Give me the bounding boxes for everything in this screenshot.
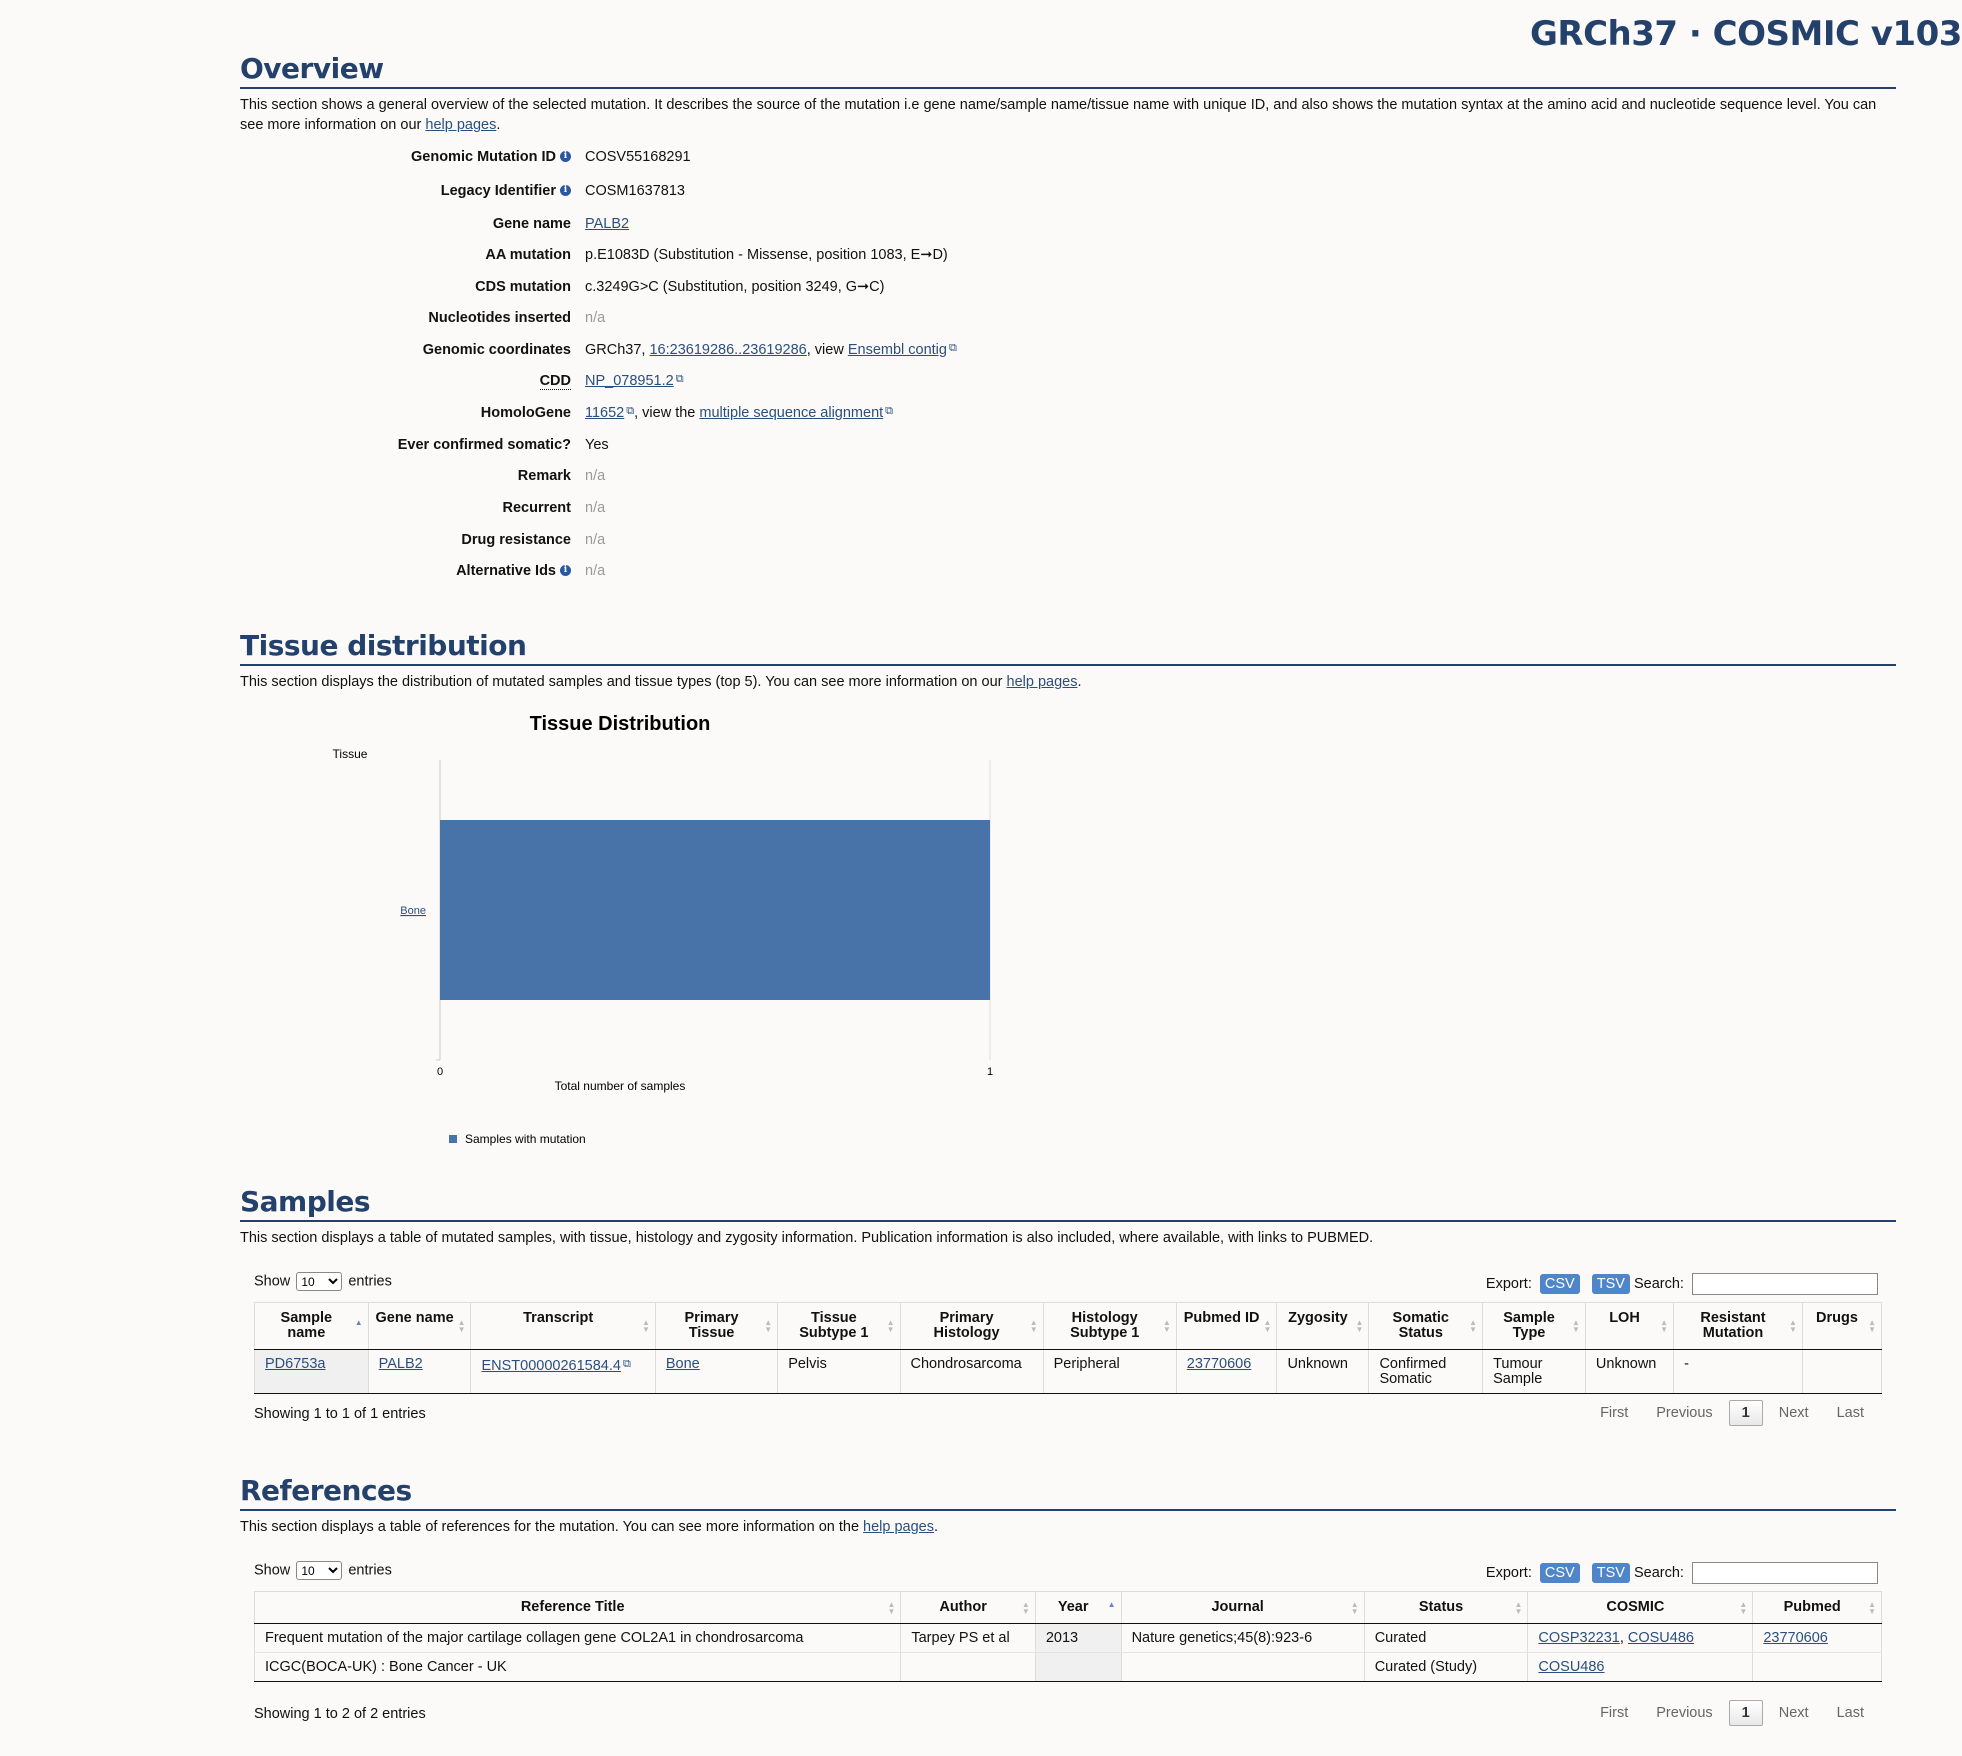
field-aa-mutation: AA mutation p.E1083D (Substitution - Missense, position 1083, E➞D) bbox=[485, 247, 948, 263]
samples-col-gene-name[interactable]: Gene name ▲ ▼ bbox=[368, 1303, 471, 1350]
samples-section bbox=[240, 1185, 1896, 1248]
samples-export-controls: Export: CSV TSV Search: bbox=[1486, 1273, 1878, 1295]
field-nucleotides-inserted: Nucleotides inserted n/a bbox=[428, 310, 606, 326]
field-cdd: CDD NP_078951.2 ⧉ bbox=[539, 373, 684, 389]
sort-ascending-icon: ▲ bbox=[354, 1318, 363, 1327]
samples-first-button[interactable]: First bbox=[1600, 1405, 1629, 1421]
journal-cell: Nature genetics;45(8):923-6 bbox=[1121, 1624, 1364, 1653]
ensembl-contig-link[interactable]: Ensembl contig bbox=[847, 342, 947, 358]
sort-icon: ▲ ▼ bbox=[1355, 1318, 1364, 1334]
samples-last-button[interactable]: Last bbox=[1836, 1405, 1864, 1421]
sort-icon: ▲ ▼ bbox=[1514, 1599, 1523, 1616]
gene-link[interactable]: PALB2 bbox=[378, 1356, 423, 1372]
aa-mutation-value: p.E1083D (Substitution - Missense, position 1083, E➞D) bbox=[585, 247, 948, 263]
field-remark: Remark n/a bbox=[517, 468, 606, 484]
drugs-cell bbox=[1802, 1350, 1881, 1394]
cosmic-link[interactable]: COSU486 bbox=[1538, 1659, 1605, 1675]
external-link-icon: ⧉ bbox=[626, 405, 635, 417]
samples-pagination bbox=[1586, 1400, 1878, 1426]
references-help-link[interactable]: help pages bbox=[863, 1519, 934, 1535]
status-cell: Curated bbox=[1364, 1624, 1528, 1653]
assembly-version-banner: GRCh37 · COSMIC v103 bbox=[1530, 14, 1962, 54]
cds-mutation-value: c.3249G>C (Substitution, position 3249, G➞C) bbox=[585, 279, 885, 295]
tissue-link[interactable]: Bone bbox=[665, 1356, 700, 1372]
sort-icon: ▲ ▼ bbox=[641, 1318, 650, 1334]
x-axis-label: Total number of samples bbox=[554, 1079, 686, 1093]
samples-col-somatic-status[interactable]: Somatic Status ▲ ▼ bbox=[1369, 1303, 1483, 1350]
pubmed-link[interactable]: 23770606 bbox=[1186, 1356, 1252, 1372]
author-cell bbox=[901, 1653, 1035, 1682]
samples-table-info: Showing 1 to 1 of 1 entries bbox=[254, 1406, 426, 1422]
references-col-year[interactable]: Year ▲ bbox=[1035, 1592, 1121, 1624]
samples-col-transcript[interactable]: Transcript ▲ ▼ bbox=[471, 1303, 655, 1350]
author-cell: Tarpey PS et al bbox=[901, 1624, 1035, 1653]
sort-icon: ▲ ▼ bbox=[1029, 1318, 1038, 1334]
samples-col-zygosity[interactable]: Zygosity ▲ ▼ bbox=[1277, 1303, 1369, 1350]
y-axis-label: Tissue bbox=[332, 747, 368, 761]
field-genomic-coordinates: Genomic coordinates GRCh37, 16:23619286..23619286, view Ensembl contig ⧉ bbox=[422, 342, 957, 358]
references-length-control: Show 10 entries bbox=[254, 1561, 392, 1580]
primary-tissue-cell bbox=[655, 1350, 777, 1394]
references-entries-select[interactable] bbox=[296, 1561, 342, 1580]
field-alternative-ids: Alternative Ids i n/a bbox=[456, 563, 606, 579]
sort-icon: ▲ ▼ bbox=[457, 1318, 466, 1334]
zygosity-cell: Unknown bbox=[1277, 1350, 1369, 1394]
references-description: This section displays a table of references for the mutation. You can see more information on the help pages. bbox=[240, 1519, 939, 1535]
category-label-bone[interactable]: Bone bbox=[400, 905, 426, 917]
samples-tsv-button[interactable]: TSV bbox=[1592, 1274, 1630, 1294]
field-ever-confirmed-somatic: Ever confirmed somatic? Yes bbox=[397, 437, 609, 453]
info-icon[interactable]: i bbox=[560, 185, 571, 196]
chart-title: Tissue Distribution bbox=[529, 713, 711, 735]
sample-type-cell: Tumour Sample bbox=[1483, 1350, 1586, 1394]
legacy-identifier-value: COSM1637813 bbox=[585, 183, 685, 199]
sort-icon: ▲ ▼ bbox=[1021, 1599, 1030, 1616]
sort-icon: ▲ ▼ bbox=[1572, 1318, 1580, 1334]
overview-description: This section shows a general overview of the selected mutation. It describes the source of the mutation i.e gene name/sample name/tissue name with unique ID, and also shows the mutation syntax at the amino acid and nucleotide sequence level. You can see more information on our help pages. bbox=[240, 97, 1877, 133]
pubmed-cell bbox=[1753, 1624, 1882, 1653]
sample-name-cell bbox=[255, 1350, 369, 1394]
cosmic-cell bbox=[1528, 1653, 1753, 1682]
samples-heading: Samples bbox=[240, 1185, 1896, 1222]
nucleotides-inserted-value: n/a bbox=[585, 310, 606, 326]
resistant-mutation-cell: - bbox=[1674, 1350, 1803, 1394]
samples-previous-button[interactable]: Previous bbox=[1656, 1405, 1713, 1421]
homologene-link[interactable]: 11652 bbox=[585, 405, 625, 421]
field-legacy-identifier: Legacy Identifier i COSM1637813 bbox=[440, 183, 685, 199]
primary-histology-cell: Chondrosarcoma bbox=[900, 1350, 1043, 1394]
cdd-link[interactable]: NP_078951.2 bbox=[585, 373, 674, 389]
alternative-ids-value: n/a bbox=[585, 563, 606, 579]
samples-col-sample-type[interactable]: Sample Type ▲ ▼ bbox=[1483, 1303, 1586, 1350]
sort-icon: ▲ ▼ bbox=[1263, 1318, 1272, 1334]
transcript-link[interactable]: ENST00000261584.4 bbox=[481, 1358, 621, 1374]
gene-name-cell bbox=[368, 1350, 471, 1394]
sort-icon: ▲ ▼ bbox=[1350, 1599, 1359, 1616]
sort-icon: ▲ ▼ bbox=[887, 1599, 896, 1616]
samples-col-tissue-subtype-1[interactable]: Tissue Subtype 1 ▲ ▼ bbox=[778, 1303, 900, 1350]
genomic-coordinates-link[interactable]: 16:23619286..23619286 bbox=[649, 342, 807, 358]
references-first-button[interactable]: First bbox=[1600, 1705, 1629, 1721]
references-next-button[interactable]: Next bbox=[1778, 1705, 1809, 1721]
sort-icon: ▲ ▼ bbox=[1868, 1599, 1876, 1616]
external-link-icon: ⧉ bbox=[622, 1358, 631, 1370]
field-homologene: HomoloGene 11652 ⧉, view the multiple sequence alignment ⧉ bbox=[480, 405, 894, 421]
samples-length-control: Show 10 entries bbox=[254, 1272, 392, 1291]
year-cell: 2013 bbox=[1035, 1624, 1121, 1653]
tissue-description: This section displays the distribution of mutated samples and tissue types (top 5). You can see more information on our help pages. bbox=[240, 674, 1082, 690]
external-link-icon: ⧉ bbox=[885, 405, 894, 417]
references-col-journal[interactable]: Journal ▲ ▼ bbox=[1121, 1592, 1364, 1624]
samples-col-primary-tissue[interactable]: Primary Tissue ▲ ▼ bbox=[655, 1303, 777, 1350]
legend-label: Samples with mutation bbox=[465, 1132, 586, 1146]
drug-resistance-value: n/a bbox=[585, 532, 606, 548]
field-drug-resistance: Drug resistance n/a bbox=[461, 532, 606, 548]
references-table-info: Showing 1 to 2 of 2 entries bbox=[254, 1706, 426, 1722]
samples-col-resistant-mutation[interactable]: Resistant Mutation ▲ ▼ bbox=[1674, 1303, 1803, 1350]
table-row bbox=[255, 1653, 1882, 1682]
references-section bbox=[240, 1474, 1896, 1537]
samples-search-input[interactable] bbox=[1692, 1273, 1878, 1295]
msa-link[interactable]: multiple sequence alignment bbox=[699, 405, 884, 421]
sort-icon: ▲ ▼ bbox=[764, 1318, 773, 1334]
field-recurrent: Recurrent n/a bbox=[502, 500, 606, 516]
journal-cell bbox=[1121, 1653, 1364, 1682]
histology-subtype-cell: Peripheral bbox=[1043, 1350, 1176, 1394]
status-cell: Curated (Study) bbox=[1364, 1653, 1528, 1682]
sample-link[interactable]: PD6753a bbox=[265, 1356, 326, 1372]
samples-csv-button[interactable]: CSV bbox=[1540, 1274, 1580, 1294]
sort-icon: ▲ ▼ bbox=[1739, 1599, 1748, 1616]
tissue-subtype-cell: Pelvis bbox=[778, 1350, 900, 1394]
references-heading: References bbox=[240, 1474, 1896, 1511]
samples-col-drugs[interactable]: Drugs ▲ ▼ bbox=[1802, 1303, 1881, 1350]
tissue-distribution-heading: Tissue distribution bbox=[240, 629, 1896, 666]
sort-icon: ▲ ▼ bbox=[886, 1318, 895, 1334]
bar-bone bbox=[440, 820, 990, 1000]
external-link-icon: ⧉ bbox=[948, 342, 957, 354]
overview-heading: Overview bbox=[240, 52, 1896, 89]
sort-icon: ▲ ▼ bbox=[1660, 1318, 1669, 1334]
sort-ascending-icon: ▲ bbox=[1107, 1599, 1116, 1609]
references-export-controls: Export: CSV TSV Search: bbox=[1486, 1562, 1878, 1584]
field-gene-name: Gene name PALB2 bbox=[492, 216, 630, 232]
x-tick-label: 0 bbox=[436, 1066, 444, 1078]
tissue-help-link[interactable]: help pages bbox=[1006, 674, 1078, 690]
ever-confirmed-value: Yes bbox=[585, 437, 609, 453]
cosmic-link[interactable]: COSU486 bbox=[1627, 1630, 1694, 1646]
cosmic-cell: COSP32231, COSU486 bbox=[1528, 1624, 1753, 1653]
sort-icon: ▲ ▼ bbox=[1868, 1318, 1876, 1334]
references-col-pubmed[interactable]: Pubmed ▲ ▼ bbox=[1753, 1592, 1882, 1624]
samples-col-pubmed-id[interactable]: Pubmed ID ▲ ▼ bbox=[1176, 1303, 1277, 1350]
samples-col-sample-name[interactable]: Sample name ▲ bbox=[255, 1303, 369, 1350]
field-cds-mutation: CDS mutation c.3249G>C (Substitution, position 3249, G➞C) bbox=[475, 279, 885, 295]
legend-swatch bbox=[449, 1135, 457, 1143]
pubmed-cell bbox=[1753, 1653, 1882, 1682]
overview-help-link[interactable]: help pages bbox=[425, 117, 497, 133]
sort-icon: ▲ ▼ bbox=[1162, 1318, 1171, 1334]
reference-title-cell: Frequent mutation of the major cartilage collagen gene COL2A1 in chondrosarcoma bbox=[255, 1624, 901, 1653]
references-csv-button[interactable]: CSV bbox=[1540, 1563, 1580, 1583]
references-table bbox=[254, 1591, 1882, 1682]
references-tsv-button[interactable]: TSV bbox=[1592, 1563, 1630, 1583]
sort-icon: ▲ ▼ bbox=[1469, 1318, 1478, 1334]
samples-entries-select[interactable] bbox=[296, 1272, 342, 1291]
info-icon[interactable]: i bbox=[560, 151, 571, 162]
year-cell bbox=[1035, 1653, 1121, 1682]
recurrent-value: n/a bbox=[585, 500, 606, 516]
references-last-button[interactable]: Last bbox=[1836, 1705, 1864, 1721]
samples-table bbox=[254, 1302, 1882, 1394]
somatic-status-cell: Confirmed Somatic bbox=[1369, 1350, 1483, 1394]
table-row bbox=[255, 1624, 1882, 1653]
references-previous-button[interactable]: Previous bbox=[1656, 1705, 1713, 1721]
sort-icon: ▲ ▼ bbox=[1788, 1318, 1797, 1334]
references-col-status[interactable]: Status ▲ ▼ bbox=[1364, 1592, 1528, 1624]
references-search-input[interactable] bbox=[1692, 1562, 1878, 1584]
references-page-1-button[interactable]: 1 bbox=[1729, 1700, 1763, 1726]
info-icon[interactable]: i bbox=[560, 565, 571, 576]
tissue-distribution-section bbox=[240, 629, 1896, 692]
cosmic-link[interactable]: COSP32231 bbox=[1538, 1630, 1620, 1646]
reference-title-cell: ICGC(BOCA-UK) : Bone Cancer - UK bbox=[255, 1653, 901, 1682]
external-link-icon: ⧉ bbox=[675, 373, 684, 385]
overview-section bbox=[240, 52, 1896, 135]
transcript-cell bbox=[471, 1350, 655, 1394]
references-pagination bbox=[1586, 1700, 1878, 1726]
samples-col-histology-subtype-1[interactable]: Histology Subtype 1 ▲ ▼ bbox=[1043, 1303, 1176, 1350]
references-col-reference-title[interactable]: Reference Title ▲ ▼ bbox=[255, 1592, 901, 1624]
x-tick-label: 1 bbox=[986, 1066, 994, 1078]
samples-col-primary-histology[interactable]: Primary Histology ▲ ▼ bbox=[900, 1303, 1043, 1350]
samples-description: This section displays a table of mutated samples, with tissue, histology and zygosity information. Publication information is also included, where available, with links to PUBMED. bbox=[240, 1230, 1374, 1246]
loh-cell: Unknown bbox=[1585, 1350, 1673, 1394]
pubmed-id-cell bbox=[1176, 1350, 1277, 1394]
remark-value: n/a bbox=[585, 468, 606, 484]
tissue-distribution-chart bbox=[240, 700, 1060, 1160]
field-genomic-mutation-id: Genomic Mutation ID i COSV55168291 bbox=[411, 149, 691, 165]
samples-page-1-button[interactable]: 1 bbox=[1729, 1400, 1763, 1426]
references-col-cosmic[interactable]: COSMIC ▲ ▼ bbox=[1528, 1592, 1753, 1624]
samples-col-loh[interactable]: LOH ▲ ▼ bbox=[1585, 1303, 1673, 1350]
gene-name-link[interactable]: PALB2 bbox=[585, 216, 630, 232]
references-col-author[interactable]: Author ▲ ▼ bbox=[901, 1592, 1035, 1624]
pubmed-link[interactable]: 23770606 bbox=[1763, 1630, 1828, 1646]
samples-next-button[interactable]: Next bbox=[1778, 1405, 1809, 1421]
genomic-mutation-id-value: COSV55168291 bbox=[585, 149, 691, 165]
table-row bbox=[255, 1350, 1882, 1394]
